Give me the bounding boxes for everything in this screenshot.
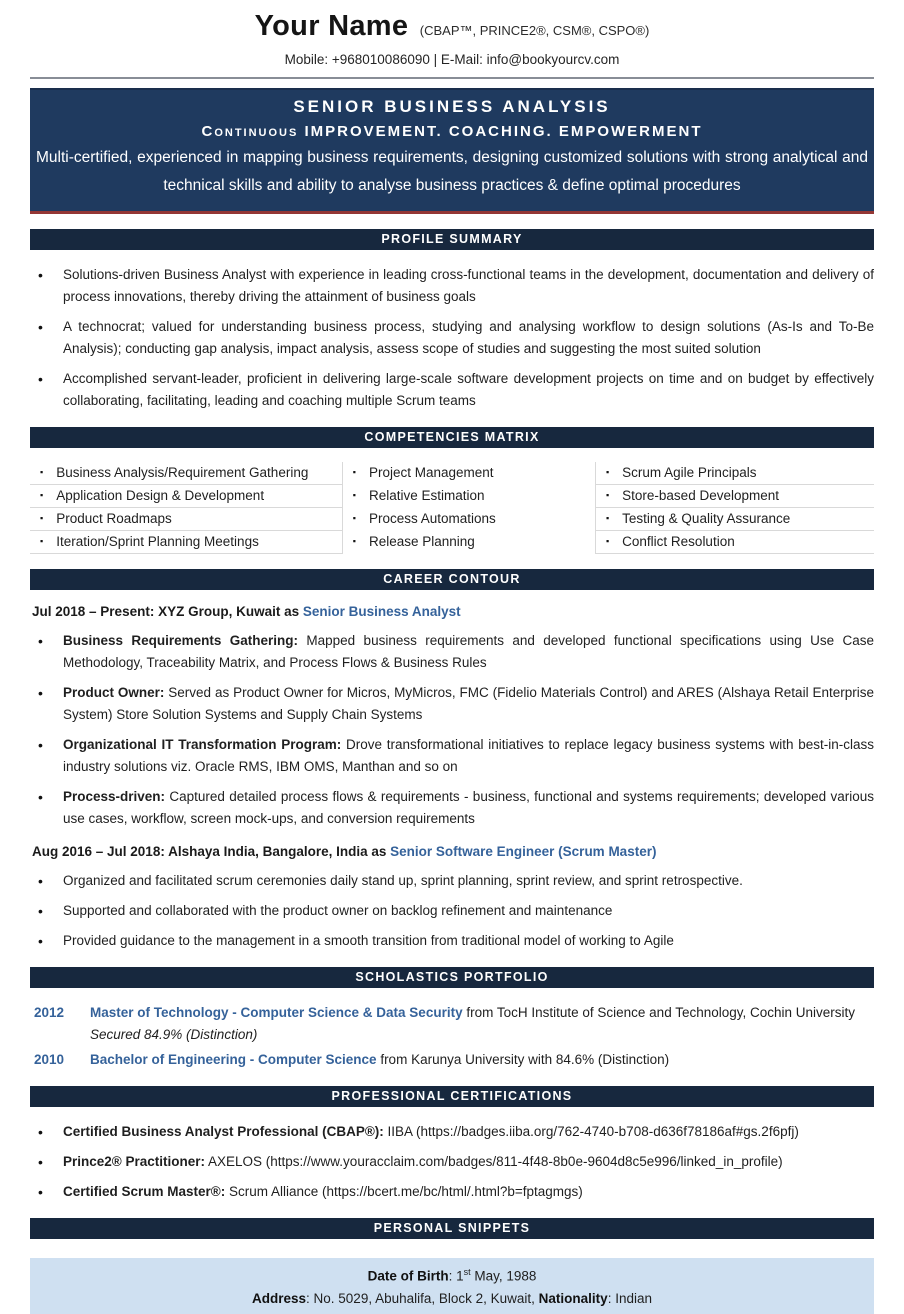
competency-cell (30, 531, 342, 554)
date-of-birth-value: : 1 (448, 1268, 464, 1284)
bullet-lead: Certified Scrum Master®: (63, 1184, 226, 1199)
bullet-icon: • (38, 685, 43, 701)
square-bullet-icon: ▪ (352, 536, 356, 546)
list-item (38, 734, 874, 778)
bullet-text: Business Requirements Gathering: Mapped business requirements and developed functional specifications using Use Case Methodology, Traceability Matrix, and Process Flows & Business Rules (63, 633, 874, 670)
address-label: Address (252, 1290, 307, 1306)
bullet-lead: Business Requirements Gathering: (63, 633, 299, 648)
title-banner (30, 88, 874, 214)
competencies-table (30, 462, 874, 554)
job-role: Senior Business Analyst (302, 604, 461, 619)
competency-cell (342, 462, 595, 485)
list-item (38, 316, 874, 360)
competency-cell (30, 485, 342, 508)
square-bullet-icon: ▪ (352, 467, 356, 478)
bullet-icon: • (38, 933, 43, 949)
table-row (30, 485, 874, 508)
table-row (30, 462, 874, 485)
competency-cell (342, 508, 595, 531)
job-heading (32, 604, 874, 619)
bullet-lead: Certified Business Analyst Professional (CBAP®): (63, 1124, 384, 1139)
contact-line: Mobile: +968010086090 | E-Mail: info@bookyourcv.com (30, 52, 874, 79)
square-bullet-icon: ▪ (40, 513, 44, 523)
job-role: Senior Software Engineer (Scrum Master) (390, 844, 657, 859)
competency-label: Scrum Agile Principals (622, 465, 757, 480)
education-degree-line: Bachelor of Engineering - Computer Science from Karunya University with 84.6% (Distinction) (90, 1052, 670, 1067)
square-bullet-icon: ▪ (352, 490, 356, 500)
list-item (38, 930, 874, 952)
list-item (38, 682, 874, 726)
competency-label: Process Automations (368, 511, 496, 526)
table-row (30, 531, 874, 554)
competency-label: Relative Estimation (368, 488, 485, 503)
name-line (30, 10, 874, 43)
nationality-label: Nationality (538, 1290, 608, 1306)
job-bullet-list (30, 870, 874, 952)
education-year: 2010 (34, 1052, 65, 1067)
job-bullet-list (30, 630, 874, 830)
square-bullet-icon: ▪ (40, 467, 44, 477)
square-bullet-icon: ▪ (352, 513, 356, 523)
education-list (30, 1002, 874, 1071)
competency-label: Project Management (368, 465, 494, 481)
square-bullet-icon: ▪ (40, 536, 44, 546)
education-degree: Master of Technology - Computer Science & Data Security (90, 1005, 463, 1020)
job-heading (32, 844, 874, 859)
section-header-scholastics-portfolio: SCHOLASTICS PORTFOLIO (30, 967, 874, 988)
bullet-icon: • (38, 903, 43, 919)
bullet-lead: Product Owner: (63, 685, 165, 700)
competency-label: Conflict Resolution (622, 534, 735, 549)
competency-label: Release Planning (368, 534, 475, 549)
bullet-text: Organized and facilitated scrum ceremonies daily stand up, sprint planning, sprint review, and sprint retrospective. (63, 873, 743, 888)
section-header-career-contour: CAREER CONTOUR (30, 569, 874, 590)
date-of-birth-value-rest: May, 1988 (470, 1268, 537, 1284)
bullet-text: Product Owner: Served as Product Owner for Micros, MyMicros, FMC (Fidelio Materials Control) and ARES (Alshaya Retail Enterprise System) Store Solution Systems and Supply Chain Systems (63, 685, 874, 722)
credentials: (CBAP™, PRINCE2®, CSM®, CSPO®) (419, 23, 650, 38)
career-blocks (30, 604, 874, 952)
nationality-value: : Indian (607, 1290, 652, 1306)
bullet-text: Certified Scrum Master®: Scrum Alliance (https://bcert.me/bc/html/.html?b=fptagmgs) (63, 1184, 583, 1199)
list-item (38, 1181, 874, 1203)
competency-cell (342, 485, 595, 508)
bullet-text: Organizational IT Transformation Program: Drove transformational initiatives to replace legacy business systems with best-in-class industry solutions viz. Oracle RMS, IBM OMS, Manthan and so on (63, 737, 874, 774)
section-header-professional-certifications: PROFESSIONAL CERTIFICATIONS (30, 1086, 874, 1107)
bullet-text: Supported and collaborated with the product owner on backlog refinement and maintenance (63, 903, 613, 918)
competency-label: Product Roadmaps (56, 511, 172, 526)
profile-summary-list (30, 264, 874, 412)
table-row (30, 508, 874, 531)
job-period-company: Jul 2018 – Present: XYZ Group, Kuwait as (32, 604, 303, 619)
square-bullet-icon: ▪ (605, 513, 610, 523)
section-header-competencies-matrix: COMPETENCIES MATRIX (30, 427, 874, 448)
bullet-text: Process-driven: Captured detailed process flows & requirements - business, functional and systems requirements; developed various use cases, workflow, screen mock-ups, and conversion requirements (63, 789, 874, 826)
address-line (30, 1288, 874, 1310)
competency-label: Business Analysis/Requirement Gathering (56, 465, 309, 480)
education-note: Secured 84.9% (Distinction) (90, 1027, 258, 1042)
education-detail (90, 1002, 874, 1046)
bullet-text: A technocrat; valued for understanding business process, studying and analysing workflow to design solutions (As-Is and To-Be Analysis); conducting gap analysis, impact analysis, assess scope of studies and suggesting the most suited solution (63, 319, 874, 356)
education-degree: Bachelor of Engineering - Computer Science (90, 1052, 377, 1067)
square-bullet-icon: ▪ (605, 490, 610, 500)
bullet-icon: • (38, 789, 43, 805)
section-header-profile-summary: PROFILE SUMMARY (30, 229, 874, 250)
bullet-icon: • (38, 319, 43, 335)
bullet-icon: • (38, 267, 43, 283)
certifications-list (30, 1121, 874, 1203)
date-of-birth-label: Date of Birth (367, 1268, 449, 1284)
square-bullet-icon: ▪ (605, 536, 610, 546)
banner-title: SENIOR BUSINESS ANALYSIS (293, 97, 611, 116)
bullet-text: Accomplished servant-leader, proficient in delivering large-scale software development projects on time and on budget by effectively collaborating, facilitating, leading and coaching multiple Scrum teams (63, 371, 874, 408)
square-bullet-icon: ▪ (605, 467, 610, 477)
competency-label: Store-based Development (622, 488, 779, 503)
education-entry (34, 1049, 874, 1071)
competency-label: Testing & Quality Assurance (622, 511, 791, 526)
list-item (38, 786, 874, 830)
bullet-lead: Process-driven: (63, 789, 166, 804)
banner-description: Multi-certified, experienced in mapping business requirements, designing customized solutions with strong analytical and technical skills and ability to analyse business practices & define optimal procedures (36, 149, 868, 194)
bullet-text: Provided guidance to the management in a smooth transition from traditional model of working to Agile (63, 933, 674, 948)
competency-cell (30, 462, 342, 485)
bullet-icon: • (38, 1124, 43, 1140)
competency-cell (342, 531, 595, 554)
bullet-lead: Organizational IT Transformation Program: (63, 737, 342, 752)
education-degree-line: Master of Technology - Computer Science & Data Security from TocH Institute of Science and Technology, Cochin University (90, 1005, 856, 1020)
list-item (38, 264, 874, 308)
personal-snippets-box (30, 1258, 874, 1314)
bullet-text: Solutions-driven Business Analyst with experience in leading cross-functional teams in the development, documentation and delivery of process innovations, thereby driving the attainment of business goals (63, 267, 874, 304)
competency-cell (595, 485, 874, 508)
competency-cell (595, 508, 874, 531)
bullet-icon: • (38, 737, 43, 753)
competency-cell (595, 531, 874, 554)
bullet-icon: • (38, 371, 43, 387)
bullet-icon: • (38, 633, 43, 649)
bullet-text: Prince2® Practitioner: AXELOS (https://www.youracclaim.com/badges/811-4f48-8b0e-9604d8c5e996/linked_in_profile) (63, 1154, 783, 1169)
bullet-icon: • (38, 1154, 43, 1170)
list-item (38, 630, 874, 674)
bullet-text: Certified Business Analyst Professional (CBAP®): IIBA (https://badges.iiba.org/762-4740-b708-d636f78186af#gs.2f6pfj) (63, 1124, 799, 1139)
competency-cell (595, 462, 874, 485)
education-detail (90, 1049, 874, 1071)
banner-subtitle: Continuous IMPROVEMENT. COACHING. EMPOWERMENT (201, 123, 703, 140)
competency-label: Iteration/Sprint Planning Meetings (56, 534, 259, 549)
date-ordinal-suffix: st (463, 1267, 471, 1277)
list-item (38, 368, 874, 412)
list-item (38, 1151, 874, 1173)
address-value: : No. 5029, Abuhalifa, Block 2, Kuwait, (306, 1290, 539, 1306)
list-item (38, 1121, 874, 1143)
education-entry (34, 1002, 874, 1046)
bullet-lead: Prince2® Practitioner: (63, 1154, 205, 1169)
education-year: 2012 (34, 1005, 65, 1020)
competency-label: Application Design & Development (56, 488, 265, 503)
job-period-company: Aug 2016 – Jul 2018: Alshaya India, Bangalore, India as (32, 844, 391, 859)
competency-cell (30, 508, 342, 531)
square-bullet-icon: ▪ (40, 490, 44, 500)
section-header-personal-snippets: PERSONAL SNIPPETS (30, 1218, 874, 1239)
candidate-name: Your Name (254, 10, 409, 42)
bullet-icon: • (38, 1184, 43, 1200)
list-item (38, 900, 874, 922)
bullet-icon: • (38, 873, 43, 889)
date-of-birth-line (30, 1261, 874, 1288)
list-item (38, 870, 874, 892)
